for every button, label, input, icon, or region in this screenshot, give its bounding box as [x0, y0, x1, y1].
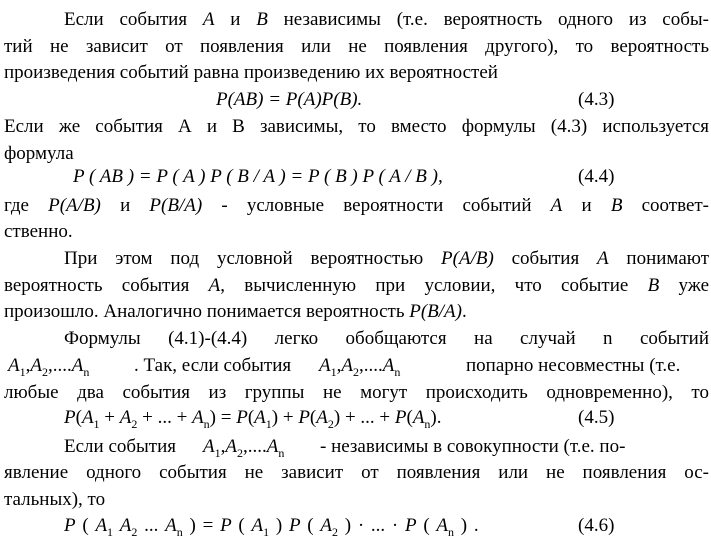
text-line-5: Если же события А и В зависимы, то вместо формулы (4.3) используется: [4, 116, 709, 137]
text-line-18: явление одного события не зависит от появления или не появления ос-: [4, 462, 709, 483]
sequence-a1-an-2: $A_1,A_2,....A_n$: [319, 355, 401, 379]
equation-4-4-number: (4.4): [578, 166, 615, 187]
equation-4-6-number: (4.6): [578, 515, 615, 536]
equation-4-3: [0, 87, 711, 113]
text-line-15: любые два события из группы не могут происходить одновременно), то: [4, 382, 709, 403]
equation-4-5-number: (4.5): [578, 407, 615, 428]
text-line-14: $A_1,A_2,....A_n$ . Так, если события $A_1,A_2,....A_n$ попарно несовместны (т.е.: [0, 353, 711, 379]
equation-4-4: [0, 164, 711, 190]
text-line-11: вероятность события A, вычисленную при условии, что событие B уже: [4, 275, 710, 296]
text-line-9: ственно.: [4, 221, 73, 242]
equation-4-5-formula: $P(A_1 + A_2$ + ... + $A_n) = P(A_1) + P(A_2)$ + ... + $P(A_n)$.: [64, 407, 442, 431]
text-line-3: произведения событий равна произведению их вероятностей: [4, 62, 498, 83]
sequence-a1-an-3: $A_1,A_2,....A_n$: [203, 436, 285, 460]
text-line-12: произошло. Аналогично понимается вероятность P(B/A).: [4, 301, 467, 322]
text-line-19: тальных), то: [4, 489, 106, 510]
equation-4-3-formula: P(AB) = P(A)P(B).: [216, 89, 363, 110]
text-line-2: тий не зависит от появления или не появления другого), то вероятность: [4, 36, 709, 57]
text-line-8: где P(A/B) и P(B/A) - условные вероятности событий A и B соответ-: [4, 195, 710, 216]
text-line-13: Формулы (4.1)-(4.4) легко обобщаются на случай n событий: [64, 328, 709, 349]
text-line-10: При этом под условной вероятностью P(A/B) события A понимают: [64, 248, 709, 269]
equation-4-6-formula: P ( $A_1$ $A_2$ ... $A_n$ ) = P ( $A_1$ ) P ( $A_2$ ) · ... · P ( $A_n$ ) .: [64, 515, 479, 539]
text-line-17: Если события $A_1,A_2,....A_n$ - независимы в совокупности (т.е. по-: [0, 434, 711, 460]
equation-4-4-formula: P ( AB ) = P ( A ) P ( B / A ) = P ( B ) P ( A / B ),: [73, 166, 443, 187]
sequence-a1-an: $A_1,A_2,....A_n$: [8, 355, 90, 379]
equation-4-5: [0, 405, 711, 431]
text-line-1: Если события A и B независимы (т.е. вероятность одного из собы-: [64, 9, 709, 30]
equation-4-6: [0, 513, 711, 539]
equation-4-3-number: (4.3): [578, 89, 615, 110]
text-line-6: формула: [4, 143, 74, 164]
